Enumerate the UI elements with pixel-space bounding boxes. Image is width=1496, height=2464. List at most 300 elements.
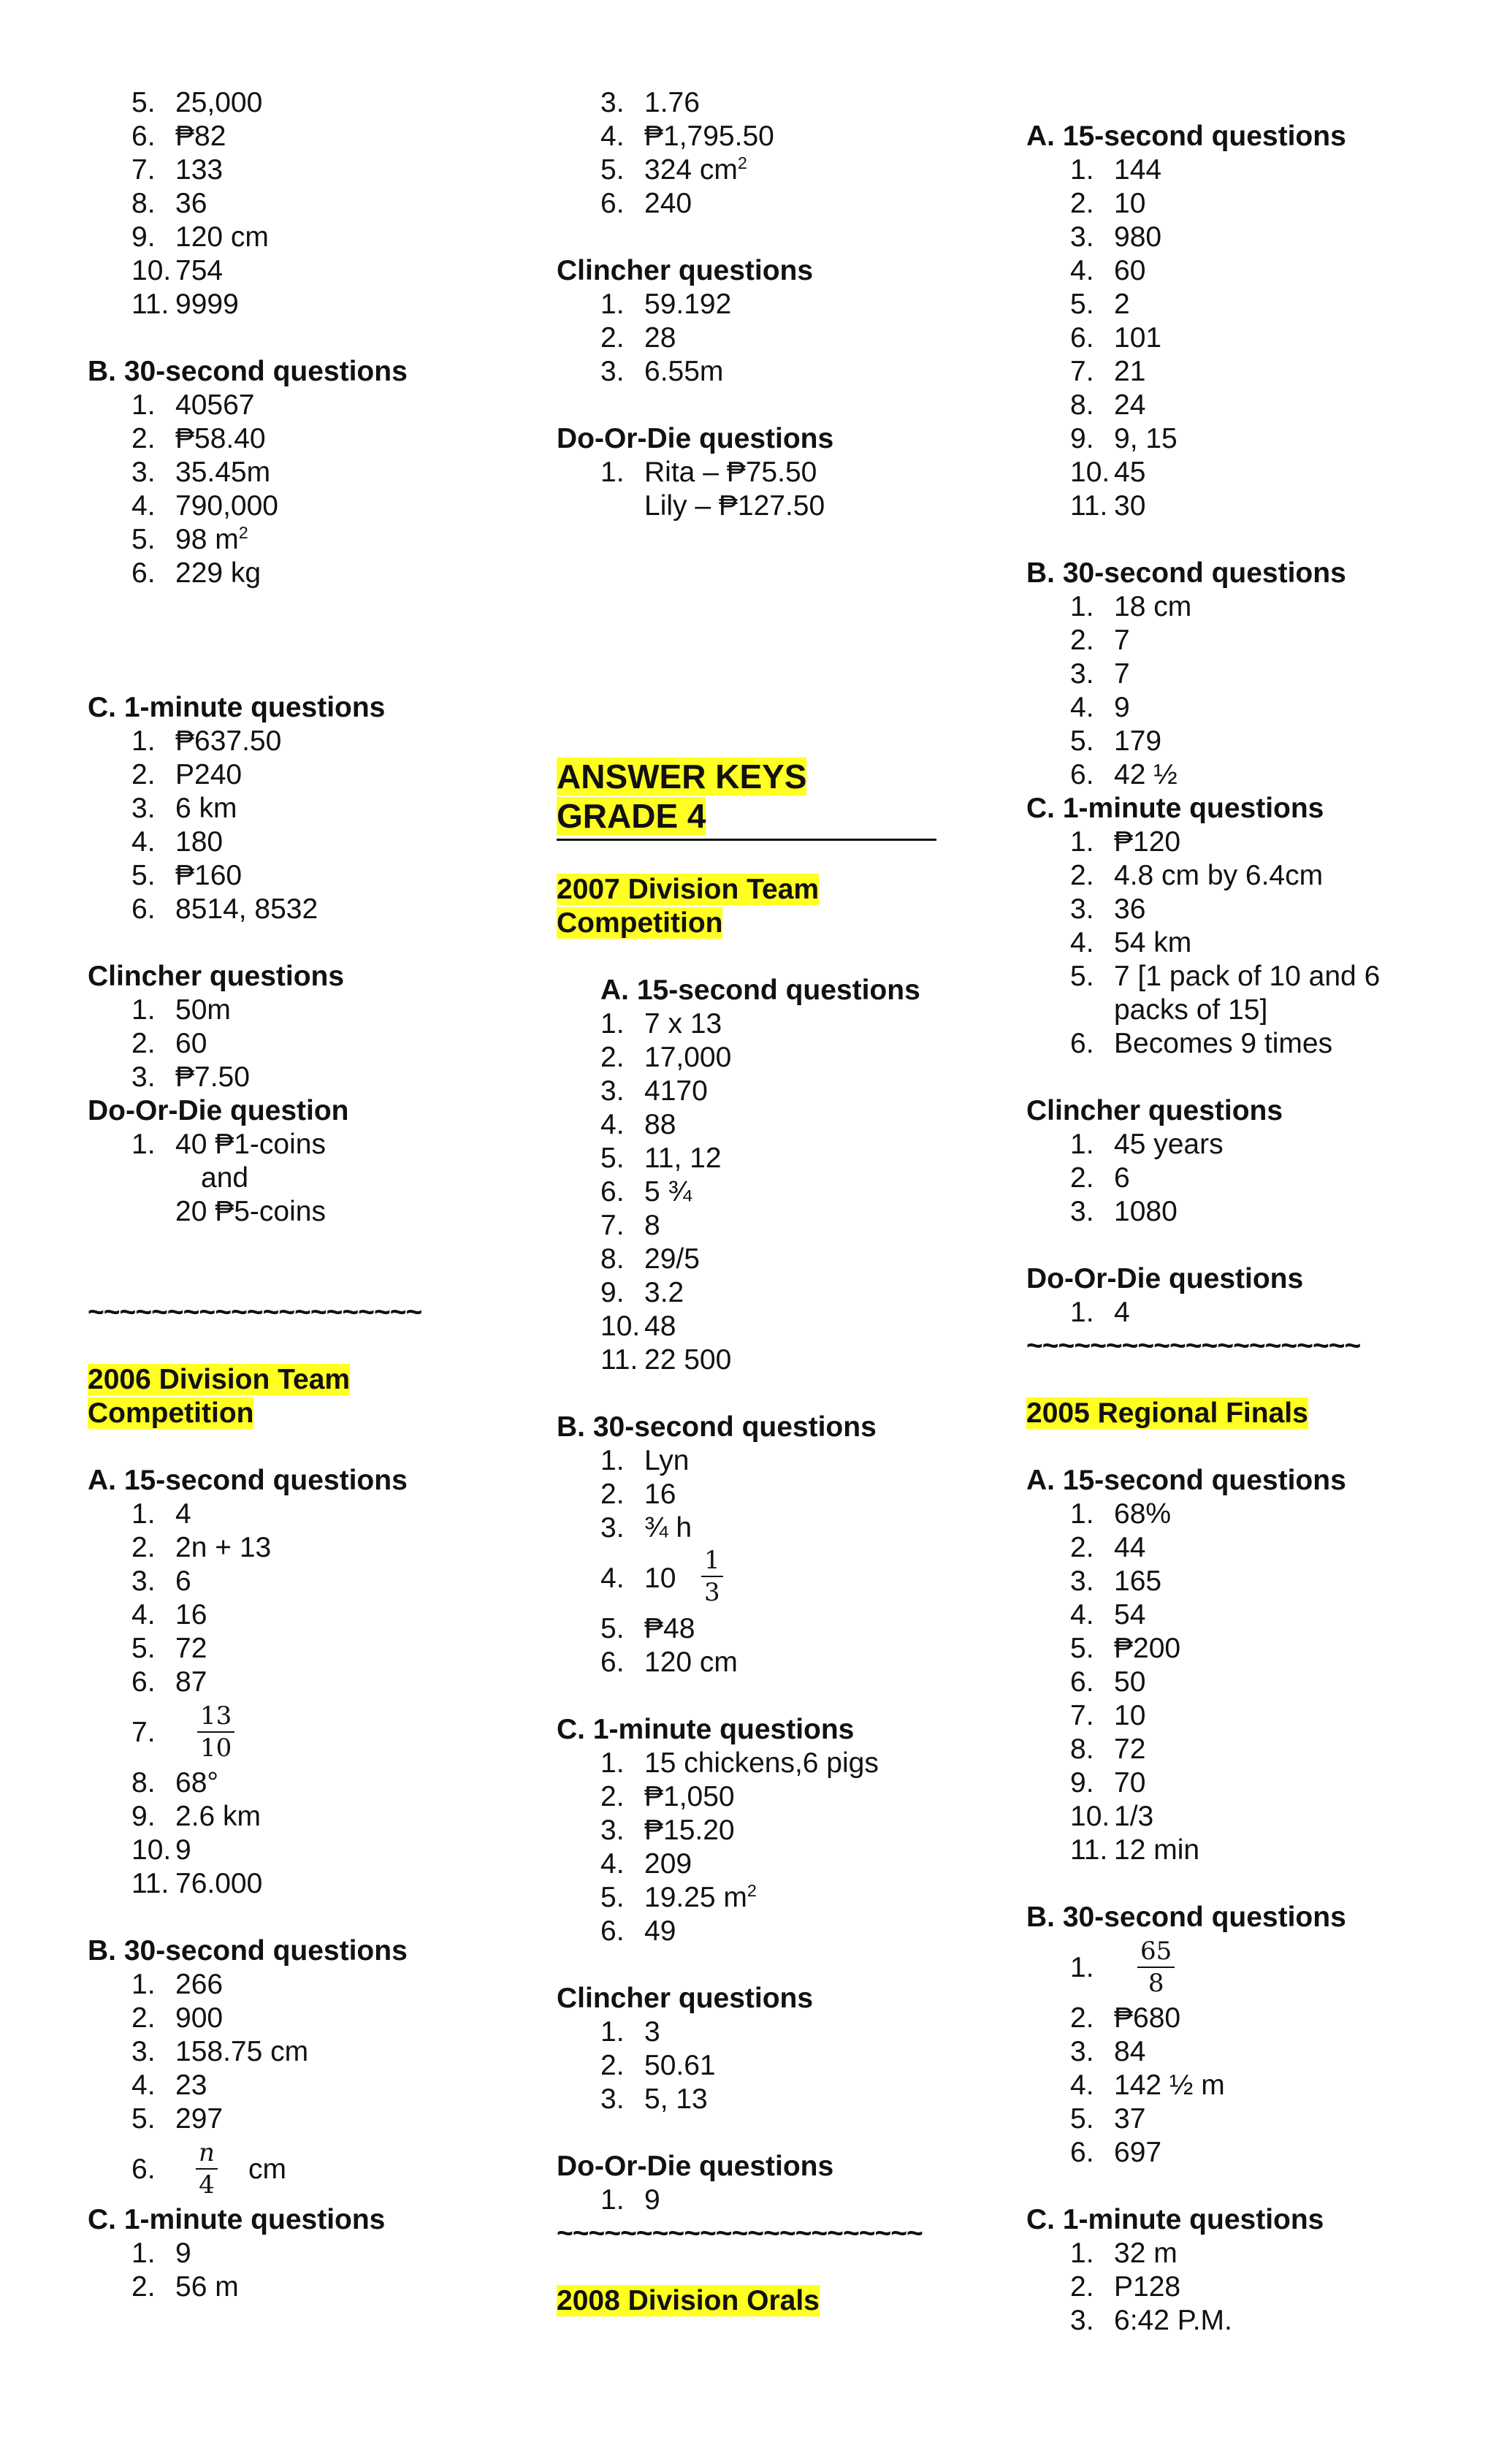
answer-text: 19.25 $m^2$: [644, 1881, 757, 1913]
list-item: [88, 422, 497, 456]
list-item: 6. $\frac{n}{4}$ cm: [131, 2138, 286, 2200]
answer-text: 9: [644, 2184, 660, 2216]
answer-text: 10: [1114, 188, 1146, 219]
list-item: [557, 153, 951, 187]
answer-text: 266: [175, 1969, 224, 2000]
answer-text: 21: [1114, 356, 1146, 387]
list-item: [88, 153, 497, 187]
item-number: 6.: [131, 121, 156, 152]
answer-text: 59.192: [644, 289, 732, 320]
spacer: [557, 1948, 951, 1982]
spacer: [557, 1377, 951, 1411]
item-number: 1.: [1070, 2238, 1094, 2269]
list-item: [1026, 1632, 1465, 1666]
item-number: 9.: [1070, 423, 1094, 454]
list-item: [1026, 725, 1465, 758]
item-number: 8.: [600, 1243, 625, 1275]
divider: ~~~~~~~~~~~~~~~~~~~~~: [1026, 1330, 1361, 1362]
section-heading: A. 15-second questions: [1026, 1465, 1346, 1496]
list-item: [1026, 1666, 1465, 1699]
item-number: 2.: [131, 2271, 156, 2303]
list-item: [557, 288, 951, 321]
list-item: [557, 1847, 951, 1881]
answer-text: 229 kg: [175, 557, 262, 589]
item-number: 2.: [131, 1532, 156, 1563]
answer-text: 240: [644, 188, 692, 219]
spacer: [88, 321, 497, 355]
answer-list: [557, 2015, 951, 2116]
spacer: [557, 841, 951, 873]
list-item: [557, 1007, 951, 1041]
item-number: 8.: [131, 188, 156, 219]
spacer: [557, 1679, 951, 1713]
answer-list: [88, 725, 497, 926]
item-number: 1.: [131, 1969, 156, 2000]
item-number: 1.: [1070, 154, 1094, 186]
list-item: [557, 489, 951, 523]
item-number: 4.: [600, 121, 625, 152]
list-item: [557, 1343, 951, 1377]
spacer: [1026, 1061, 1465, 1094]
answer-text: 324 $cm^2$: [644, 153, 747, 186]
item-number: 3.: [131, 2036, 156, 2067]
answer-text: ₱680: [1114, 2002, 1181, 2034]
list-item: [1026, 893, 1465, 926]
answer-text: 101: [1114, 322, 1162, 354]
section-heading: B. 30-second questions: [557, 1411, 877, 1443]
answer-text: 84: [1114, 2036, 1146, 2067]
answer-list: [557, 1612, 951, 1679]
answer-text: 18 cm: [1114, 591, 1192, 622]
list-item: [1026, 1766, 1465, 1800]
list-item: [88, 221, 497, 254]
answer-text: 158.75 cm: [175, 2036, 309, 2067]
item-number: 2.: [600, 2050, 625, 2081]
list-item: [557, 1142, 951, 1175]
answer-list: [1026, 1498, 1465, 1867]
answer-text: 209: [644, 1848, 692, 1880]
answer-text: 8514, 8532: [175, 893, 318, 925]
list-item: 4. 10 $\frac{1}{3}$: [557, 1545, 951, 1612]
answer-text: 35.45m: [175, 457, 271, 488]
answer-text: 68°: [175, 1767, 218, 1799]
list-item: [88, 2270, 497, 2304]
answer-text: Lily – ₱127.50: [644, 490, 825, 522]
answer-text: ₱15.20: [644, 1815, 735, 1846]
item-number: 6.: [600, 1915, 625, 1947]
answer-text: and: [201, 1162, 249, 1194]
answer-text: 9999: [175, 289, 239, 320]
item-number: 3.: [600, 2083, 625, 2115]
spacer: [88, 1330, 497, 1363]
list-item: 1. 40 ₱1-coins: [131, 1129, 326, 1160]
answer-text: 36: [175, 188, 207, 219]
answer-text: 3.2: [644, 1277, 684, 1308]
item-number: 2.: [600, 322, 625, 354]
answer-list: [557, 1747, 951, 1948]
item-number: 6.: [600, 1176, 625, 1208]
spacer: [557, 940, 951, 974]
item-number: 3.: [1070, 1196, 1094, 1227]
list-item: [557, 2083, 951, 2116]
list-item: [557, 1108, 951, 1142]
item-number: 5.: [600, 1143, 625, 1174]
competition-heading: 2008 Division Orals: [557, 2285, 820, 2316]
section-heading: Clincher questions: [88, 961, 345, 992]
answer-text: 48: [644, 1311, 676, 1342]
answer-text: 7 [1 pack of 10 and 6: [1114, 961, 1381, 992]
list-item: [88, 288, 497, 321]
list-item: [557, 1075, 951, 1108]
column-1: [88, 86, 497, 2304]
item-number: 3.: [600, 1075, 625, 1107]
answer-list: [1026, 1128, 1465, 1229]
item-number: 5.: [131, 860, 156, 891]
answer-text: 9, 15: [1114, 423, 1178, 454]
item-number: 11.: [1070, 490, 1108, 522]
answer-text: 50.61: [644, 2050, 716, 2081]
list-item: [1026, 1162, 1465, 1195]
answer-text: 7 x 13: [644, 1008, 722, 1040]
answer-list: [557, 2183, 951, 2217]
item-number: 3.: [131, 1565, 156, 1597]
answer-text: 5, 13: [644, 2083, 708, 2115]
item-number: 3.: [1070, 893, 1094, 925]
item-number: 6.: [1070, 1666, 1094, 1698]
item-number: 1.: [600, 289, 625, 320]
item-number: 5.: [131, 524, 156, 555]
answer-text: ¾ h: [644, 1512, 692, 1544]
list-item: [88, 456, 497, 489]
list-item: [88, 1565, 497, 1598]
section-heading: B. 30-second questions: [88, 1935, 408, 1967]
list-item: [557, 1041, 951, 1075]
spacer: [1026, 1229, 1465, 1262]
item-number: 9.: [131, 221, 156, 253]
section-heading: A. 15-second questions: [1026, 121, 1346, 152]
answer-list: [88, 2237, 497, 2304]
answer-text: 8: [644, 1210, 660, 1241]
section-heading: C. 1-minute questions: [557, 1714, 855, 1745]
answer-text: 20 ₱5-coins: [175, 1196, 326, 1227]
answer-text: 9: [175, 2238, 191, 2269]
answer-text: ₱200: [1114, 1633, 1181, 1664]
answer-text: 697: [1114, 2137, 1162, 2168]
item-number: 3.: [1070, 1565, 1094, 1597]
list-item: [88, 2035, 497, 2069]
item-number: 3.: [600, 87, 625, 118]
competition-heading: 2006 Division Team Competition: [88, 1364, 351, 1429]
competition-heading: 2007 Division Team Competition: [557, 874, 820, 939]
list-item: [557, 1175, 951, 1209]
list-item: [88, 1632, 497, 1666]
item-number: 10.: [131, 1834, 172, 1866]
section-heading: B. 30-second questions: [1026, 1902, 1346, 1933]
answer-list: [1026, 825, 1465, 993]
list-item: [557, 1209, 951, 1243]
answer-text: 50: [1114, 1666, 1146, 1698]
answer-text: 22 500: [644, 1344, 732, 1376]
item-number: 10.: [600, 1311, 641, 1342]
answer-text: packs of 15]: [1114, 994, 1268, 1026]
list-item: [1026, 2069, 1465, 2102]
list-item: 1. Rita – ₱75.50: [600, 457, 817, 488]
item-number: 9.: [600, 1277, 625, 1308]
answer-text: 120 cm: [175, 221, 269, 253]
list-item: [1026, 926, 1465, 960]
spacer: [88, 1430, 497, 1464]
answer-list: [1026, 2002, 1465, 2170]
answer-keys-title: ANSWER KEYS GRADE 4: [557, 758, 807, 835]
item-number: 2.: [1070, 1532, 1094, 1563]
spacer: [88, 1229, 497, 1296]
answer-text: ₱82: [175, 121, 226, 152]
list-item: [88, 993, 497, 1027]
answer-text: 30: [1114, 490, 1146, 522]
item-number: 1.: [1070, 1297, 1094, 1328]
section-heading: C. 1-minute questions: [88, 2204, 386, 2235]
list-item: [1026, 1128, 1465, 1162]
list-item: [88, 120, 497, 153]
item-number: 3.: [131, 793, 156, 824]
item-number: 4.: [1070, 692, 1094, 723]
item-number: 4.: [1070, 255, 1094, 286]
superscript: 2: [737, 153, 747, 172]
answer-text: 179: [1114, 725, 1162, 757]
answer-list: [1026, 590, 1465, 792]
section-heading: A. 15-second questions: [88, 1465, 408, 1496]
item-number: 2.: [131, 423, 156, 454]
answer-list: [1026, 1296, 1465, 1330]
list-item: [1026, 1834, 1465, 1867]
section-heading: B. 30-second questions: [1026, 557, 1346, 589]
spacer: [1026, 523, 1465, 557]
item-number: 1.: [1070, 591, 1094, 622]
item-number: 1.: [600, 1747, 625, 1779]
list-item: [1026, 1296, 1465, 1330]
item-number: 5.: [600, 1613, 625, 1644]
item-number: 5.: [600, 154, 625, 186]
answer-text: ₱1,795.50: [644, 121, 774, 152]
answer-text: 4: [175, 1498, 191, 1530]
section-heading: C. 1-minute questions: [1026, 2204, 1324, 2235]
answer-text: ₱1,050: [644, 1781, 735, 1812]
answer-text: 68%: [1114, 1498, 1172, 1530]
item-number: 1.: [1070, 1129, 1094, 1160]
item-number: 8.: [1070, 389, 1094, 421]
item-number: 1.: [131, 389, 156, 421]
answer-text: 12 min: [1114, 1834, 1200, 1866]
answer-text: 40567: [175, 389, 255, 421]
item-number: 4.: [131, 490, 156, 522]
answer-text: 45 years: [1114, 1129, 1224, 1160]
answer-text: 29/5: [644, 1243, 700, 1275]
list-item: [1026, 691, 1465, 725]
answer-text: Rita – ₱75.50: [644, 457, 817, 488]
answer-text: 133: [175, 154, 224, 186]
answer-text: 25,000: [175, 87, 263, 118]
section-heading: B. 30-second questions: [88, 356, 408, 387]
fraction: $\frac{1}{3}$: [701, 1545, 723, 1608]
answer-text: 37: [1114, 2103, 1146, 2135]
list-item: [557, 86, 951, 120]
answer-text: 4.8 cm by 6.4cm: [1114, 860, 1324, 891]
item-number: 6.: [131, 557, 156, 589]
item-number: 4.: [600, 1848, 625, 1880]
item-number: 2.: [1070, 860, 1094, 891]
item-number: 1.: [600, 1445, 625, 1476]
answer-text: 42 ½: [1114, 759, 1178, 790]
item-number: 3.: [131, 457, 156, 488]
answer-text: 17,000: [644, 1042, 732, 1073]
item-number: 1.: [131, 725, 156, 757]
item-number: 2.: [131, 759, 156, 790]
item-number: 10.: [131, 255, 172, 286]
answer-text: 54 km: [1114, 927, 1192, 958]
list-item: [1026, 489, 1465, 523]
list-item: [557, 1915, 951, 1948]
list-item: [88, 792, 497, 825]
answer-text: 24: [1114, 389, 1146, 421]
answer-text: 36: [1114, 893, 1146, 925]
item-number: 8.: [1070, 1733, 1094, 1765]
item-number: 6.: [1070, 2137, 1094, 2168]
answer-text: 76.000: [175, 1868, 263, 1899]
answer-text: 144: [1114, 154, 1162, 186]
spacer: [1026, 1867, 1465, 1901]
list-item: [1026, 960, 1465, 993]
answer-text: 54: [1114, 1599, 1146, 1630]
list-item: [88, 1834, 497, 1867]
list-item: [88, 1598, 497, 1632]
list-item: [88, 523, 497, 557]
answer-text: 6:42 P.M.: [1114, 2305, 1232, 2336]
item-number: 6.: [131, 1666, 156, 1698]
answer-text: 2.6 km: [175, 1801, 262, 1832]
spacer: [557, 221, 951, 254]
item-number: 6.: [600, 188, 625, 219]
list-item: [1026, 2237, 1465, 2270]
answer-text: 45: [1114, 457, 1146, 488]
item-number: 5.: [1070, 1633, 1094, 1664]
list-item: [557, 321, 951, 355]
list-item: [1026, 1598, 1465, 1632]
list-item: [88, 1027, 497, 1061]
item-number: 4.: [1070, 927, 1094, 958]
answer-text: 7: [1114, 658, 1130, 690]
answer-text: 6: [175, 1565, 191, 1597]
item-number: 10.: [1070, 1801, 1110, 1832]
list-item: [1026, 2102, 1465, 2136]
list-item: [1026, 657, 1465, 691]
item-number: 5.: [1070, 289, 1094, 320]
list-item: [1026, 288, 1465, 321]
list-item: [557, 1646, 951, 1679]
item-number: 1.: [600, 2184, 625, 2216]
list-item: [557, 355, 951, 389]
section-heading: C. 1-minute questions: [1026, 793, 1324, 824]
column-2: [557, 86, 951, 2318]
list-item: 1. $\frac{65}{8}$: [1026, 1934, 1465, 2002]
answer-list: [557, 288, 951, 389]
list-item: [1026, 1531, 1465, 1565]
list-item: [1026, 1565, 1465, 1598]
section-heading: Do-Or-Die questions: [557, 2151, 834, 2182]
list-item: [88, 557, 497, 590]
item-number: 2.: [1070, 188, 1094, 219]
fraction: $\frac{13}{10}$: [197, 1701, 234, 1763]
item-number: 4.: [131, 826, 156, 858]
spacer: [88, 926, 497, 960]
list-item: [1026, 1699, 1465, 1733]
list-item: [1026, 2035, 1465, 2069]
item-number: 2.: [1070, 2271, 1094, 2303]
item-number: 3.: [1070, 658, 1094, 690]
list-item: [1026, 2002, 1465, 2035]
answer-text: 5 ¾: [644, 1176, 692, 1208]
answer-text: 72: [175, 1633, 207, 1664]
answer-list: [88, 1968, 497, 2136]
list-item: [1026, 422, 1465, 456]
answer-text: 980: [1114, 221, 1162, 253]
answer-text: P128: [1114, 2271, 1181, 2303]
divider: ~~~~~~~~~~~~~~~~~~~~~~~: [557, 2218, 923, 2249]
answer-text: 40 ₱1-coins: [175, 1129, 326, 1160]
answer-text: 7: [1114, 625, 1130, 656]
answer-text: 4170: [644, 1075, 708, 1107]
list-item: [557, 1276, 951, 1310]
item-number: 4.: [1070, 2070, 1094, 2101]
spacer: [557, 389, 951, 422]
spacer: [1026, 1363, 1465, 1397]
list-item: [557, 1612, 951, 1646]
item-number: 1.: [600, 2016, 625, 2048]
answer-text: 56 m: [175, 2271, 239, 2303]
answer-list: [557, 86, 951, 221]
list-item: [557, 1243, 951, 1276]
list-item: [88, 1968, 497, 2002]
list-item: [1026, 825, 1465, 859]
list-item: [1026, 993, 1465, 1027]
answer-text: ₱637.50: [175, 725, 282, 757]
list-item: 7. $\frac{13}{10}$: [88, 1699, 497, 1766]
item-number: 2.: [131, 2002, 156, 2034]
list-item: [88, 2069, 497, 2102]
answer-text: 297: [175, 2103, 224, 2135]
list-item: [557, 187, 951, 221]
list-item: [88, 825, 497, 859]
list-item: [557, 1814, 951, 1847]
list-item: [88, 1162, 497, 1195]
answer-text: 6.55m: [644, 356, 724, 387]
answer-list: [557, 1444, 951, 1545]
list-item: [1026, 624, 1465, 657]
section-heading: C. 1-minute questions: [88, 692, 386, 723]
answer-text: 754: [175, 255, 224, 286]
answer-text: ₱160: [175, 860, 243, 891]
list-item: [88, 758, 497, 792]
list-item: [1026, 389, 1465, 422]
list-item: [1026, 321, 1465, 355]
list-item: [88, 1766, 497, 1800]
item-number: 2.: [1070, 625, 1094, 656]
item-number: 7.: [131, 154, 156, 186]
answer-text: 60: [1114, 255, 1146, 286]
section-heading: Do-Or-Die question: [88, 1095, 349, 1126]
answer-text: 16: [175, 1599, 207, 1630]
answer-text: 1/3: [1114, 1801, 1154, 1832]
spacer: [1026, 1430, 1465, 1464]
